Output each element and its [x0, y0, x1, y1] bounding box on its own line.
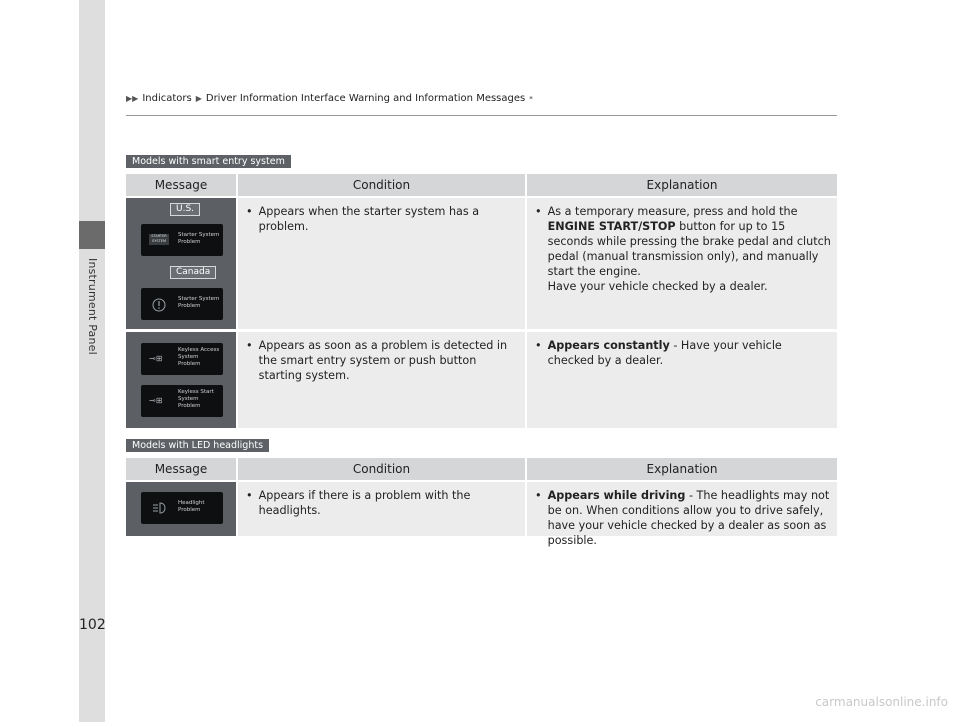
screen-line: Problem	[178, 361, 201, 367]
column-header: Message	[126, 458, 236, 480]
condition-cell	[238, 482, 525, 536]
explanation-cell	[527, 482, 837, 547]
screen-line: Starter System	[178, 296, 220, 302]
key-icon: ⊸⊞	[149, 354, 163, 363]
message-screen	[141, 288, 223, 320]
explanation-part: As a temporary measure, press and hold the	[547, 205, 798, 218]
region-label: Canada	[170, 266, 216, 279]
table-row	[126, 332, 837, 428]
condition-text: Appears as soon as a problem is detected in the smart entry system or push button starting system.	[258, 339, 508, 382]
explanation-part: - Have your vehicle checked by a dealer.	[547, 339, 782, 367]
bullet-mark: •	[246, 205, 253, 218]
breadcrumb	[126, 93, 533, 104]
chevron-right-icon: ▶	[195, 94, 202, 103]
key-icon: ⊸⊞	[149, 396, 163, 405]
table-header	[126, 458, 837, 480]
explanation-cell	[527, 198, 837, 329]
explanation-part: Have your vehicle checked by a dealer.	[547, 280, 768, 293]
column-header: Explanation	[527, 458, 837, 480]
power-warning-icon	[151, 297, 167, 313]
section-tag: Models with LED headlights	[126, 439, 269, 452]
watermark: carmanualsonline.info	[815, 695, 948, 709]
column-header: Condition	[238, 458, 525, 480]
table-row	[126, 482, 837, 547]
section-tag: Models with smart entry system	[126, 155, 291, 168]
region-label: U.S.	[170, 203, 200, 216]
screen-line: Problem	[178, 303, 201, 309]
screen-text	[178, 500, 205, 514]
screen-line: Problem	[178, 403, 201, 409]
message-screen	[141, 385, 223, 417]
breadcrumb-item[interactable]: Driver Information Interface Warning and Information Messages	[205, 93, 526, 104]
headlight-icon	[151, 501, 167, 515]
side-section-label: Instrument Panel	[86, 258, 99, 355]
bullet-mark: •	[535, 489, 542, 502]
screen-text	[178, 232, 219, 246]
explanation-bold: Appears constantly	[547, 339, 670, 352]
condition-cell	[238, 198, 525, 329]
message-screen	[141, 343, 223, 375]
screen-line: Problem	[178, 507, 201, 513]
screen-text	[178, 389, 214, 410]
screen-text	[178, 296, 219, 310]
screen-line: Problem	[178, 239, 201, 245]
screen-line: System	[178, 354, 199, 360]
page-number: 102	[79, 617, 106, 633]
screen-text	[178, 347, 219, 368]
screen-line: Keyless Access	[178, 347, 220, 353]
explanation-text	[548, 488, 831, 548]
column-header: Message	[126, 174, 236, 196]
explanation-bold: Appears while driving	[547, 489, 686, 502]
side-tab-track	[79, 0, 105, 722]
message-cell	[126, 482, 236, 536]
screen-line: Starter System	[178, 232, 220, 238]
bullet-mark: •	[535, 339, 542, 352]
explanation-bold: ENGINE START/STOP	[547, 220, 676, 233]
message-cell	[126, 332, 236, 428]
screen-line: Headlight	[178, 500, 205, 506]
message-screen	[141, 492, 223, 524]
column-header: Condition	[238, 174, 525, 196]
column-header: Explanation	[527, 174, 837, 196]
table-row	[126, 198, 837, 329]
bullet-mark: •	[535, 205, 542, 218]
screen-line: Keyless Start	[178, 389, 214, 395]
condition-text: Appears when the starter system has a problem.	[258, 205, 480, 233]
breadcrumb-item[interactable]: Indicators	[142, 93, 192, 104]
screen-line: System	[178, 396, 199, 402]
message-cell	[126, 198, 236, 329]
condition-cell	[238, 332, 525, 428]
table-header	[126, 174, 837, 196]
bullet-mark: •	[246, 339, 253, 352]
side-tab-marker	[79, 221, 105, 249]
chevron-right-icon: ▶▶	[126, 94, 139, 103]
bullet-mark: •	[246, 489, 253, 502]
message-screen	[141, 224, 223, 256]
starter-system-icon: STARTER SYSTEM	[149, 234, 169, 245]
explanation-text	[548, 338, 831, 368]
explanation-cell	[527, 332, 837, 428]
explanation-part: - The headlights may not be on. When conditions allow you to drive safely, have your vehicle checked by a dealer as soon as possible.	[547, 489, 830, 547]
explanation-text	[548, 204, 831, 294]
header-rule	[126, 115, 837, 116]
footnote-mark: *	[529, 94, 533, 103]
explanation-part: button for up to 15 seconds while pressing the brake pedal and clutch pedal (manual transmission only), and manually start the engine.	[547, 220, 831, 278]
condition-text: Appears if there is a problem with the headlights.	[258, 489, 471, 517]
